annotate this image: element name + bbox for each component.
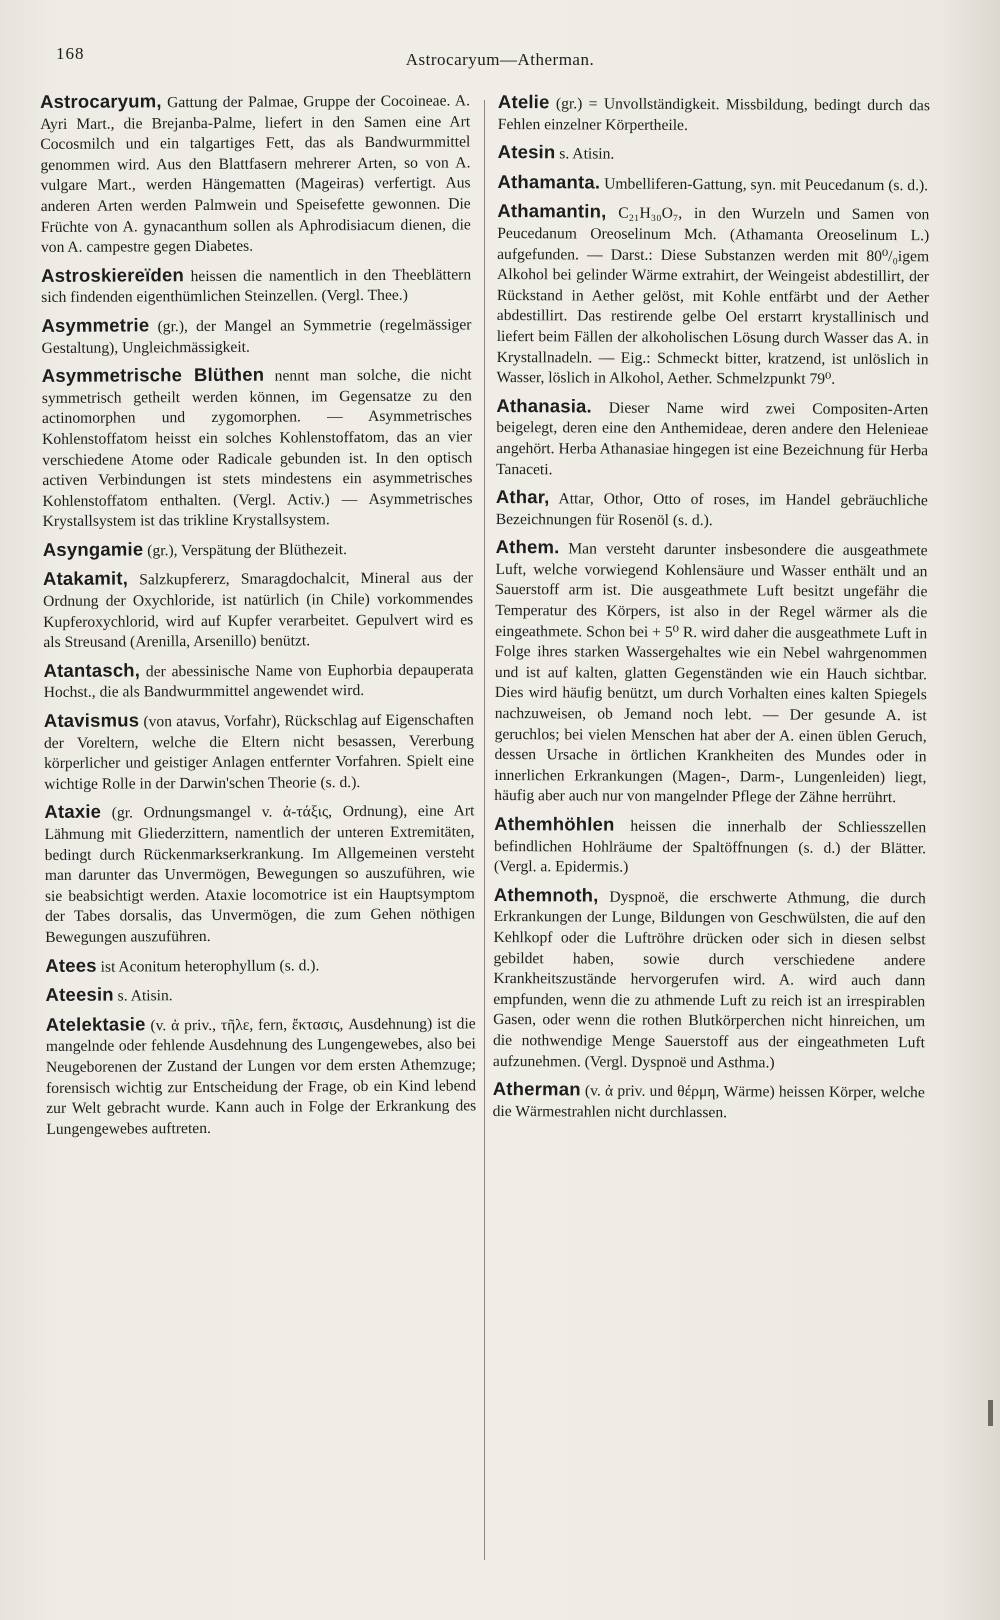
entry-text: (gr. Ordnungsmangel v. ἀ-τάξις, Ordnung), eine Art Lähmung mit Gliederzittern, namentlich der unteren Extremitäten, bedingt durch Rückenmarkserkrankung. Im Allgemeinen versteht man darunter das Unvermögen, Bewegungen so auszuführen, wie sie beabsichtigt werden. Ataxie locomotrice ist ein Hauptsymptom der Tabes dorsalis, das Unvermögen, die zum Gehen nöthigen Bewegungen auszuführen. bbox=[44, 802, 476, 946]
entry bbox=[41, 313, 471, 359]
entry bbox=[498, 92, 930, 137]
entry-text: (v. ἀ priv., τῆλε, fern, ἔκτασις, Ausdehnung) ist die mangelnde oder fehlende Ausdehnung des Lungengewebes, also bei Neugeborenen der Zustand der Lungen vor dem ersten Athemzuge; forensisch wichtig zur Entscheidung der Frage, ob ein Kind lebend zur Welt gebracht wurde. Kann auch in Folge der Erkrankung des Lungengewebes auftreten. bbox=[45, 1015, 477, 1138]
entry bbox=[44, 708, 475, 795]
entry bbox=[496, 396, 928, 483]
entry-text: Man versteht darunter insbesondere die ausgeathmete Luft, welche vorwiegend Kohlensäure und Wasser enthält und an Sauerstoff arm ist. Die ausgeathmete Luft besitzt ungefähr die Temperatur des Körpers, ist also in der Regel wärmer als die eingeathmete. Schon bei + 5⁰ R. wird daher die ausgeathmete Luft in Folge ihres starken Wassergehaltes wie ein Nebel wahrgenommen und ist auf kalten, glatten Gegenständen wie ein Hauch sichtbar. Dies wird häufig benützt, um durch Vorhalten eines kalten Spiegels nachzuweisen, ob Jemand noch lebt. — Der gesunde A. ist geruchlos; bei vielen Menschen hat aber der A. einen üblen Geruch, dessen Ursache in örtlichen Krankheiten des Mundes oder in innerlichen Erkrankungen (Magen-, Darm-, Lungenleiden) liegt, häufig aber auch nur von mangelnder Pflege der Zähne herrührt. bbox=[494, 540, 928, 807]
entry-lemma: Astrocaryum, bbox=[39, 90, 162, 112]
entry-text: (gr.) = Unvollständigkeit. Missbildung, bedingt durch das Fehlen einzelner Körpertheile. bbox=[497, 95, 930, 134]
left-column bbox=[40, 89, 476, 1147]
entry bbox=[493, 1079, 925, 1124]
entry-text: heissen die namentlich in den Theeblättern sich findenden eigenthümlichen Steinzellen. (Vergl. Thee.) bbox=[41, 266, 472, 307]
entry bbox=[44, 800, 475, 949]
entry bbox=[45, 983, 475, 1008]
entry-lemma: Asymmetrische Blüthen bbox=[41, 363, 265, 387]
entry-text: Attar, Othor, Otto of roses, im Handel gebräuchliche Bezeichnungen für Rosenöl (s. d.). bbox=[495, 490, 928, 529]
entry-lemma: Athamantin, bbox=[497, 200, 607, 222]
right-column bbox=[493, 92, 930, 1132]
entry-lemma: Atavismus bbox=[43, 709, 140, 732]
entry-text: (gr.), der Mangel an Symmetrie (regelmässiger Gestaltung), Ungleichmässigkeit. bbox=[41, 316, 472, 357]
entry-text: ist Aconitum heterophyllum (s. d.). bbox=[96, 956, 320, 976]
entry-lemma: Athar, bbox=[495, 486, 550, 508]
running-head: Astrocaryum—Atherman. bbox=[405, 50, 595, 69]
entry-lemma: Asyngamie bbox=[42, 538, 144, 560]
entry-lemma: Athem. bbox=[495, 536, 560, 558]
entry bbox=[494, 537, 927, 809]
entry-lemma: Astroskiereïden bbox=[41, 263, 185, 286]
column-divider bbox=[484, 100, 485, 1560]
entry bbox=[43, 658, 473, 704]
entry bbox=[43, 567, 474, 654]
entry-text: s. Atisin. bbox=[113, 987, 173, 1005]
entry-lemma: Ataxie bbox=[44, 801, 102, 823]
entry-lemma: Atantasch, bbox=[43, 659, 141, 681]
entry-text: Dieser Name wird zwei Compositen-Arten beigelegt, deren eine den Anthemideae, deren andere den Helenieae angehört. Herba Athanasiae hingegen ist eine Bezeichnung für Herba Tanaceti. bbox=[495, 399, 929, 478]
entry-text: der abessinische Name von Euphorbia depauperata Hochst., die als Bandwurmmittel angewendet wird. bbox=[43, 661, 474, 702]
entry-text: heissen die innerhalb der Schliesszellen befindlichen Hohlräume der Spaltöffnungen (s. d.) der Blätter. (Vergl. a. Epidermis.) bbox=[493, 817, 927, 876]
entry-text: (v. ἀ priv. und θέρμη, Wärme) heissen Körper, welche die Wärmestrahlen nicht durchlassen. bbox=[492, 1082, 925, 1121]
entry-lemma: Athemhöhlen bbox=[494, 812, 615, 835]
entry-lemma: Atesin bbox=[497, 141, 556, 163]
page-edge-mark bbox=[988, 1400, 993, 1426]
entry bbox=[497, 172, 929, 197]
entry-lemma: Athamanta. bbox=[497, 170, 601, 193]
entry-lemma: Atakamit, bbox=[42, 567, 129, 590]
entry-lemma: Athanasia. bbox=[496, 394, 592, 417]
entry bbox=[498, 142, 930, 167]
entry bbox=[46, 1012, 477, 1140]
entry-lemma: Atherman bbox=[492, 1078, 581, 1100]
entry bbox=[496, 487, 928, 532]
entry bbox=[43, 537, 473, 562]
entry bbox=[494, 814, 926, 880]
entry-lemma: Athemnoth, bbox=[493, 883, 599, 906]
entry bbox=[42, 363, 473, 532]
entry-lemma: Asymmetrie bbox=[41, 314, 150, 336]
entry bbox=[493, 885, 926, 1075]
entry-text: Dyspnoë, die erschwerte Athmung, die durch Erkrankungen der Lunge, Bildungen von Geschwülsten, die auf den Kehlkopf oder die Luftröhre drücken oder sich in diesen selbst gebildet haben, sowie durch verschiedene andere Krankheitszustände hervorgerufen wird. A. wird auch dann empfunden, wenn die zu athmende Luft zu reich ist an irrespirablen Gasen, oder wenn die rothen Blutkörperchen nicht hinreichen, um die nothwendige Menge Sauerstoff aus der eingeathmeten Luft aufzunehmen. (Vergl. Dyspnoë und Asthma.) bbox=[492, 888, 926, 1071]
entry-text: C₂₁H₃₀O₇, in den Wurzeln und Samen von Peucedanum Oreoselinum Mch. (Athamanta Oreoselinum L.) aufgefunden. — Darst.: Diese Substanzen werden mit 80⁰/₀igem Alkohol bei gelinder Wärme extrahirt, der Weingeist abdestillirt, der Rückstand in Aether gelöst, mit Kohle entfärbt und der Aether abdestillirt. Das restirende gelbe Oel erstarrt krystallinisch und liefert beim Fällen der alkoholischen Lösung durch Wasser das A. in Krystallnadeln. — Eig.: Schmeckt bitter, kratzend, ist unlöslich in Wasser, löslich in Alkohol, Aether. Schmelzpunkt 79⁰. bbox=[496, 204, 930, 388]
entry-text: nennt man solche, die nicht symmetrisch getheilt werden können, im Gegensatze zu den actinomorphen und zygomorphen. — Asymmetrisches Kohlenstoffatom heisst ein solches Kohlenstoffatom, das an vier verschiedene Atome oder Radicale gebunden ist. In den optisch activen Verbindungen ist stets mindestens ein asymmetrisches Kohlenstoffatom enthalten. (Vergl. Activ.) — Asymmetrisches Krystallsystem ist das trikline Krystallsystem. bbox=[41, 366, 473, 531]
entry-lemma: Atelektasie bbox=[45, 1013, 146, 1035]
entry bbox=[41, 263, 471, 309]
entry-lemma: Ateesin bbox=[45, 983, 114, 1006]
entry bbox=[45, 953, 475, 978]
entry-lemma: Atelie bbox=[497, 91, 550, 113]
entry-text: Salzkupfererz, Smaragdochalcit, Mineral aus der Ordnung der Oxychloride, ist natürlich (in Chile) vorkommendes Kupferoxychlorid, wird auf Kupfer verarbeitet. Gepulvert wird es als Streusand (Arenilla, Arsenillo) benützt. bbox=[43, 569, 474, 652]
entry-text: (von atavus, Vorfahr), Rückschlag auf Eigenschaften der Voreltern, welche die Eltern nicht besassen, Vererbung körperlicher und geistiger Anlagen entfernter Vorfahren. Spielt eine wichtige Rolle in der Darwin'schen Theorie (s. d.). bbox=[43, 711, 475, 793]
entry-lemma: Atees bbox=[45, 954, 97, 976]
entry-text: Gattung der Palmae, Gruppe der Cocoineae. A. Ayri Mart., die Brejanba-Palme, liefert in den Samen eine Art Cocosmilch und ein talgartiges Fett, das als Bandwurmmittel genommen wird. Aus den Blattfasern mehrerer Arten, so von A. vulgare Mart., werden Hängematten (Mageiras) verfertigt. Aus anderen Arten werden Palmwein und Speisefette gewonnen. Die Früchte von A. gynacanthum sollen als Aphrodisiacum dienen, die von A. campestre gegen Diabetes. bbox=[40, 92, 471, 257]
entry bbox=[40, 89, 471, 258]
entry-text: (gr.), Verspätung der Blüthezeit. bbox=[143, 541, 348, 560]
page-number: 168 bbox=[56, 44, 85, 63]
entry-text: Umbelliferen-Gattung, syn. mit Peucedanum (s. d.). bbox=[600, 175, 929, 195]
entry-text: s. Atisin. bbox=[555, 145, 615, 163]
entry bbox=[496, 201, 929, 391]
